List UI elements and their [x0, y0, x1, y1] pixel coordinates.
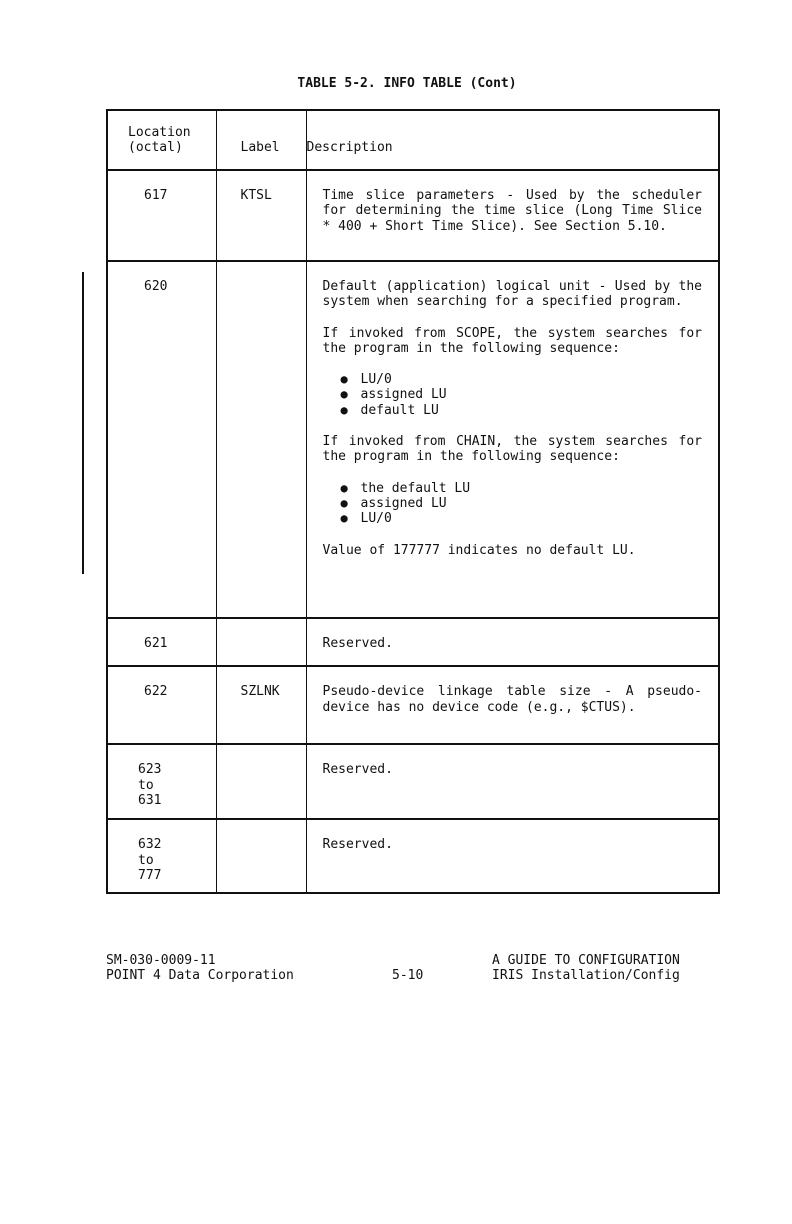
- label-value: [217, 745, 306, 762]
- description-cell: [306, 170, 719, 261]
- bullet-icon: ●: [340, 372, 348, 387]
- label-value: [217, 262, 306, 279]
- description-text: Reserved.: [322, 762, 393, 778]
- location-value: 622: [144, 684, 168, 700]
- list-item: [341, 387, 703, 402]
- chapter-title: A GUIDE TO CONFIGURATION: [492, 953, 680, 968]
- table-header-row: [107, 110, 719, 170]
- description-text: Reserved.: [322, 837, 393, 853]
- location-cell: [107, 666, 216, 744]
- list-item: [341, 372, 703, 387]
- location-value: 631: [138, 792, 162, 808]
- list-item-text: the default LU: [360, 480, 471, 496]
- table-row: [107, 618, 719, 666]
- location-value: 632: [138, 837, 162, 853]
- list-item: [341, 496, 703, 511]
- table-title: TABLE 5-2. INFO TABLE (Cont): [297, 76, 517, 91]
- location-cell: [107, 261, 216, 618]
- list-item-text: LU/0: [360, 372, 392, 388]
- description-text: If invoked from SCOPE, the system searches for the program in the following sequence:: [322, 325, 702, 356]
- location-header-line2: (octal): [128, 140, 183, 156]
- description-text: Reserved.: [322, 636, 393, 651]
- table-row: [107, 261, 719, 618]
- location-cell: [107, 618, 216, 666]
- description-cell: [306, 744, 719, 819]
- column-header-description: [306, 110, 719, 170]
- column-header-location: [107, 110, 216, 170]
- description-text: If invoked from CHAIN, the system searches for the program in the following sequence:: [322, 434, 702, 465]
- location-value: 621: [144, 636, 168, 651]
- table-row: [107, 170, 719, 261]
- label-cell: [216, 261, 306, 618]
- location-cell: [107, 819, 216, 893]
- bullet-icon: ●: [340, 480, 348, 495]
- description-text: Pseudo-device linkage table size - A pseudo-device has no device code (e.g., $CTUS).: [322, 684, 702, 715]
- description-cell: [306, 819, 719, 893]
- document-number: SM-030-0009-11: [106, 953, 216, 968]
- description-header-text: Description: [306, 140, 393, 155]
- label-cell: [216, 666, 306, 744]
- description-text: Default (application) logical unit - Used by the system when searching for a specified program.: [322, 279, 702, 310]
- table-row: [107, 666, 719, 744]
- label-value: [217, 619, 306, 636]
- location-cell: [107, 744, 216, 819]
- info-table: [106, 109, 720, 894]
- list-item-text: assigned LU: [360, 495, 447, 511]
- location-cell: [107, 170, 216, 261]
- manual-title: IRIS Installation/Config: [492, 968, 680, 984]
- page-number: 5-10: [392, 968, 424, 983]
- location-value: to: [138, 777, 154, 793]
- location-value: 620: [144, 279, 168, 294]
- bullet-icon: ●: [340, 495, 348, 510]
- list-item: [341, 403, 703, 418]
- search-sequence-list-scope: [323, 372, 703, 418]
- company-name: POINT 4 Data Corporation: [106, 968, 294, 984]
- search-sequence-list-chain: [323, 481, 703, 527]
- footer-left: [106, 953, 294, 984]
- table-row: [107, 744, 719, 819]
- list-item-text: assigned LU: [360, 387, 447, 403]
- description-cell: [306, 618, 719, 666]
- description-cell: [306, 666, 719, 744]
- label-cell: [216, 618, 306, 666]
- label-cell: [216, 170, 306, 261]
- label-cell: [216, 744, 306, 819]
- description-cell: [306, 261, 719, 618]
- description-text: Value of 177777 indicates no default LU.: [322, 542, 636, 558]
- list-item: [341, 511, 703, 526]
- label-cell: [216, 819, 306, 893]
- revision-change-bar: [82, 272, 84, 574]
- label-value: KTSL: [240, 188, 272, 203]
- label-value: SZLNK: [240, 684, 280, 700]
- bullet-icon: ●: [340, 402, 348, 417]
- description-text: Time slice parameters - Used by the scheduler for determining the time slice (Long Time Slice * 400 + Short Time Slice). See Section 5.10.: [322, 188, 702, 234]
- bullet-icon: ●: [340, 387, 348, 402]
- location-value: 777: [138, 867, 162, 883]
- table-row: [107, 819, 719, 893]
- label-value: [217, 820, 306, 837]
- list-item-text: LU/0: [360, 511, 392, 527]
- list-item-text: default LU: [360, 402, 439, 418]
- list-item: [341, 481, 703, 496]
- location-header-line1: Location: [128, 125, 191, 140]
- location-value: 617: [144, 188, 168, 203]
- column-header-label: [216, 110, 306, 170]
- label-header-text: Label: [240, 140, 280, 155]
- location-value: 623: [138, 762, 162, 778]
- bullet-icon: ●: [340, 511, 348, 526]
- footer-right: [492, 953, 680, 984]
- location-value: to: [138, 852, 154, 868]
